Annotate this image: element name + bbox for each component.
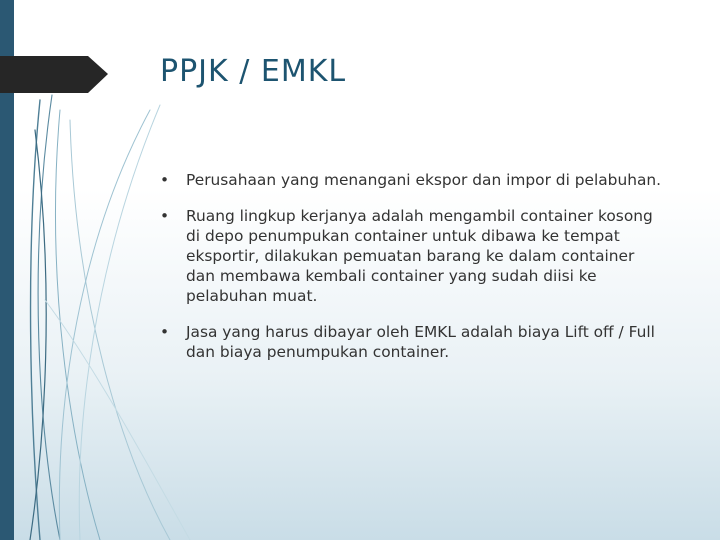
bullet-marker: • — [160, 323, 170, 341]
bullet-text: Ruang lingkup kerjanya adalah mengambil container kosong di depo penumpukan container untuk dibawa ke tempat eksportir, dilakukan pemuatan barang ke dalam container dan membawa kembali container yang sudah diisi ke pelabuhan muat. — [186, 207, 653, 305]
bullet-list — [158, 170, 668, 378]
bullet-marker: • — [160, 207, 170, 225]
bullet-marker: • — [160, 171, 170, 189]
bullet-item — [158, 170, 668, 190]
bullet-item — [158, 206, 668, 306]
bullet-text: Jasa yang harus dibayar oleh EMKL adalah biaya Lift off / Full dan biaya penumpukan container. — [186, 323, 655, 361]
bullet-item — [158, 322, 668, 362]
slide-title: PPJK / EMKL — [160, 54, 347, 89]
title-arrow-shape — [0, 0, 110, 540]
bullet-text: Perusahaan yang menangani ekspor dan impor di pelabuhan. — [186, 171, 662, 189]
